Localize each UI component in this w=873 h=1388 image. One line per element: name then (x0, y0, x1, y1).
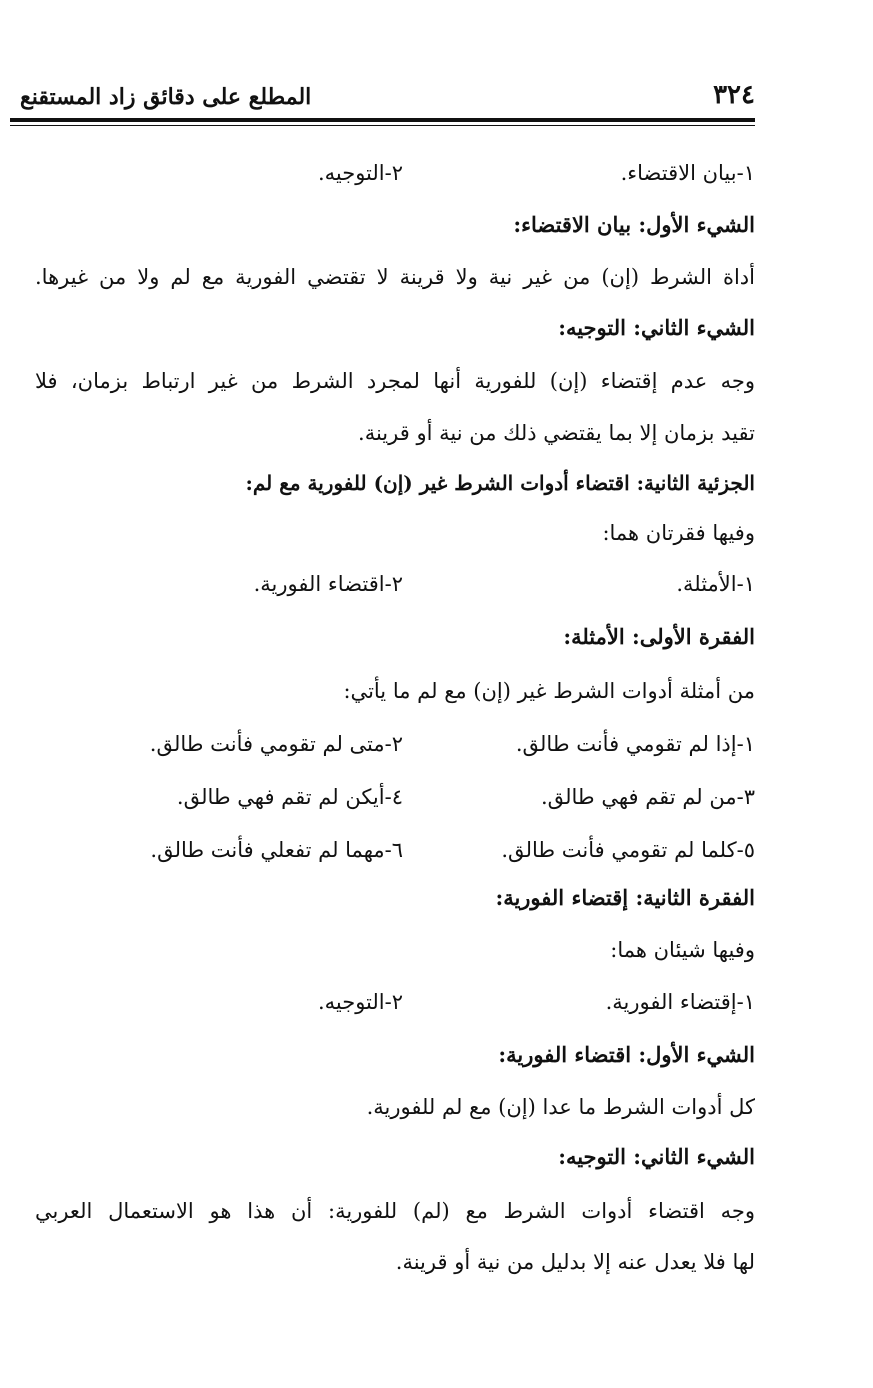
section-heading: الفقرة الثانية: إقتضاء الفورية: (495, 885, 755, 910)
example-item: ٦-مهما لم تفعلي فأنت طالق. (150, 838, 403, 862)
page-header (20, 76, 755, 116)
example-item: ٣-من لم تقم فهي طالق. (540, 785, 755, 809)
section-heading: الفقرة الأولى: الأمثلة: (563, 624, 755, 649)
list-item: ٢-اقتضاء الفورية. (253, 572, 403, 596)
list-item: ١-إقتضاء الفورية. (605, 990, 755, 1014)
paragraph-line: أداة الشرط (إن) من غير نية ولا قرينة لا تقتضي الفورية مع لم ولا من غيرها. (35, 265, 755, 289)
section-heading: الشيء الأول: اقتضاء الفورية: (498, 1042, 755, 1067)
paragraph-line: كل أدوات الشرط ما عدا (إن) مع لم للفورية. (366, 1095, 755, 1119)
list-item: ٢-التوجيه. (317, 161, 403, 185)
example-item: ٤-أيكن لم تقم فهي طالق. (176, 785, 403, 809)
paragraph-line: تقيد بزمان إلا بما يقتضي ذلك من نية أو قرينة. (358, 421, 755, 445)
page-number: ٣٢٤ (713, 80, 755, 110)
paragraph-line: وفيها فقرتان هما: (602, 521, 755, 545)
running-title: المطلع على دقائق زاد المستقنع (20, 84, 312, 110)
example-item: ٢-متى لم تقومي فأنت طالق. (149, 732, 403, 756)
list-item: ٢-التوجيه. (317, 990, 403, 1014)
section-heading: الجزئية الثانية: اقتضاء أدوات الشرط غير (إن) للفورية مع لم: (245, 471, 755, 495)
paragraph-line: وفيها شيئان هما: (610, 938, 755, 962)
section-heading: الشيء الثاني: التوجيه: (558, 315, 755, 340)
paragraph-line: وجه اقتضاء أدوات الشرط مع (لم) للفورية: أن هذا هو الاستعمال العربي (35, 1199, 755, 1223)
paragraph-line: من أمثلة أدوات الشرط غير (إن) مع لم ما يأتي: (343, 679, 755, 703)
list-item: ١-بيان الاقتضاء. (620, 161, 755, 185)
section-heading: الشيء الثاني: التوجيه: (558, 1144, 755, 1169)
header-rule-thick (10, 118, 755, 122)
example-item: ٥-كلما لم تقومي فأنت طالق. (501, 838, 755, 862)
section-heading: الشيء الأول: بيان الاقتضاء: (513, 212, 755, 237)
example-item: ١-إذا لم تقومي فأنت طالق. (515, 732, 755, 756)
list-item: ١-الأمثلة. (676, 572, 755, 596)
header-rule-thin (10, 125, 755, 126)
paragraph-line: وجه عدم إقتضاء (إن) للفورية أنها لمجرد الشرط من غير ارتباط بزمان، فلا (35, 369, 755, 393)
paragraph-line: لها فلا يعدل عنه إلا بدليل من نية أو قرينة. (395, 1250, 755, 1274)
